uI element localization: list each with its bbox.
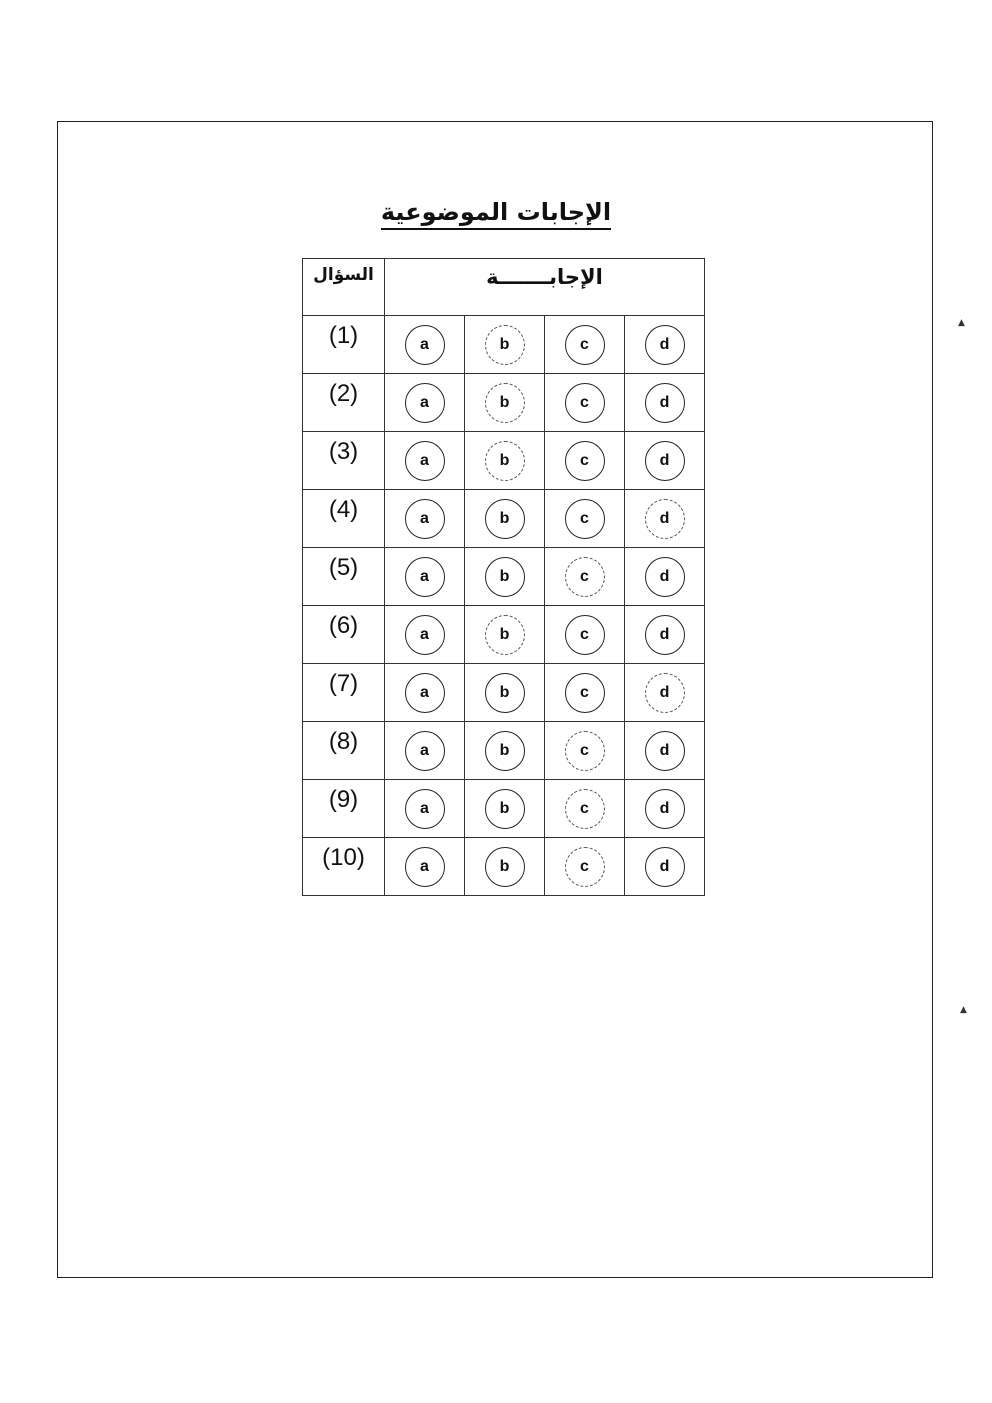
option-cell	[465, 548, 545, 606]
option-cell	[545, 838, 625, 896]
question-number: (7)	[303, 664, 385, 722]
option-cell	[385, 490, 465, 548]
option-bubble-a[interactable]: a	[405, 499, 445, 539]
option-bubble-b[interactable]: b	[485, 615, 525, 655]
option-cell	[385, 606, 465, 664]
table-row	[303, 548, 705, 606]
option-bubble-a[interactable]: a	[405, 615, 445, 655]
answers-table	[302, 258, 705, 896]
option-bubble-c[interactable]: c	[565, 557, 605, 597]
option-cell	[625, 780, 705, 838]
option-bubble-d[interactable]: d	[645, 847, 685, 887]
option-cell	[625, 606, 705, 664]
option-bubble-d[interactable]: d	[645, 325, 685, 365]
question-number: (2)	[303, 374, 385, 432]
scan-mark: ▲	[958, 318, 965, 328]
question-number: (9)	[303, 780, 385, 838]
question-number: (1)	[303, 316, 385, 374]
option-bubble-d[interactable]: d	[645, 499, 685, 539]
option-cell	[385, 316, 465, 374]
option-cell	[465, 490, 545, 548]
option-cell	[625, 374, 705, 432]
option-cell	[465, 838, 545, 896]
question-column-header: السؤال	[303, 259, 385, 316]
table-row	[303, 838, 705, 896]
option-bubble-d[interactable]: d	[645, 673, 685, 713]
option-cell	[625, 838, 705, 896]
option-cell	[625, 316, 705, 374]
option-cell	[545, 374, 625, 432]
table-row	[303, 432, 705, 490]
option-bubble-b[interactable]: b	[485, 383, 525, 423]
question-number: (4)	[303, 490, 385, 548]
option-bubble-c[interactable]: c	[565, 325, 605, 365]
option-bubble-d[interactable]: d	[645, 731, 685, 771]
table-row	[303, 316, 705, 374]
table-row	[303, 374, 705, 432]
option-cell	[545, 316, 625, 374]
option-cell	[385, 838, 465, 896]
option-bubble-b[interactable]: b	[485, 673, 525, 713]
option-bubble-c[interactable]: c	[565, 499, 605, 539]
option-cell	[545, 490, 625, 548]
option-cell	[545, 432, 625, 490]
table-row	[303, 664, 705, 722]
option-cell	[625, 490, 705, 548]
option-bubble-a[interactable]: a	[405, 789, 445, 829]
answer-rows	[303, 316, 705, 896]
option-cell	[625, 722, 705, 780]
option-bubble-c[interactable]: c	[565, 847, 605, 887]
option-bubble-c[interactable]: c	[565, 789, 605, 829]
option-bubble-c[interactable]: c	[565, 383, 605, 423]
option-cell	[545, 664, 625, 722]
option-cell	[545, 606, 625, 664]
option-cell	[545, 722, 625, 780]
option-bubble-d[interactable]: d	[645, 557, 685, 597]
option-bubble-a[interactable]: a	[405, 441, 445, 481]
question-number: (5)	[303, 548, 385, 606]
table-row	[303, 490, 705, 548]
option-cell	[385, 374, 465, 432]
option-cell	[465, 606, 545, 664]
option-cell	[625, 432, 705, 490]
option-bubble-c[interactable]: c	[565, 673, 605, 713]
option-cell	[385, 548, 465, 606]
question-number: (6)	[303, 606, 385, 664]
option-bubble-c[interactable]: c	[565, 731, 605, 771]
option-bubble-a[interactable]: a	[405, 325, 445, 365]
option-bubble-a[interactable]: a	[405, 557, 445, 597]
option-bubble-d[interactable]: d	[645, 615, 685, 655]
page-title-text: الإجابات الموضوعية	[381, 198, 611, 230]
table-row	[303, 606, 705, 664]
option-bubble-b[interactable]: b	[485, 499, 525, 539]
option-bubble-b[interactable]: b	[485, 325, 525, 365]
option-bubble-a[interactable]: a	[405, 383, 445, 423]
option-cell	[465, 664, 545, 722]
option-cell	[465, 722, 545, 780]
option-bubble-a[interactable]: a	[405, 847, 445, 887]
option-cell	[625, 664, 705, 722]
page-title	[0, 198, 992, 226]
option-cell	[465, 780, 545, 838]
option-cell	[625, 548, 705, 606]
table-row	[303, 722, 705, 780]
option-bubble-c[interactable]: c	[565, 615, 605, 655]
option-bubble-b[interactable]: b	[485, 731, 525, 771]
option-cell	[545, 780, 625, 838]
option-cell	[385, 722, 465, 780]
option-bubble-a[interactable]: a	[405, 731, 445, 771]
option-cell	[545, 548, 625, 606]
question-number: (8)	[303, 722, 385, 780]
option-bubble-a[interactable]: a	[405, 673, 445, 713]
scan-mark: ▲	[960, 1005, 967, 1015]
answer-column-header: الإجابـــــــة	[385, 259, 705, 316]
table-row	[303, 780, 705, 838]
option-cell	[465, 316, 545, 374]
option-bubble-b[interactable]: b	[485, 441, 525, 481]
option-bubble-c[interactable]: c	[565, 441, 605, 481]
option-bubble-d[interactable]: d	[645, 383, 685, 423]
option-cell	[385, 432, 465, 490]
option-cell	[385, 664, 465, 722]
option-cell	[465, 374, 545, 432]
question-number: (10)	[303, 838, 385, 896]
option-bubble-d[interactable]: d	[645, 789, 685, 829]
question-number: (3)	[303, 432, 385, 490]
table-header-row	[303, 259, 705, 316]
option-cell	[465, 432, 545, 490]
option-bubble-d[interactable]: d	[645, 441, 685, 481]
option-bubble-b[interactable]: b	[485, 557, 525, 597]
option-bubble-b[interactable]: b	[485, 789, 525, 829]
option-cell	[385, 780, 465, 838]
option-bubble-b[interactable]: b	[485, 847, 525, 887]
